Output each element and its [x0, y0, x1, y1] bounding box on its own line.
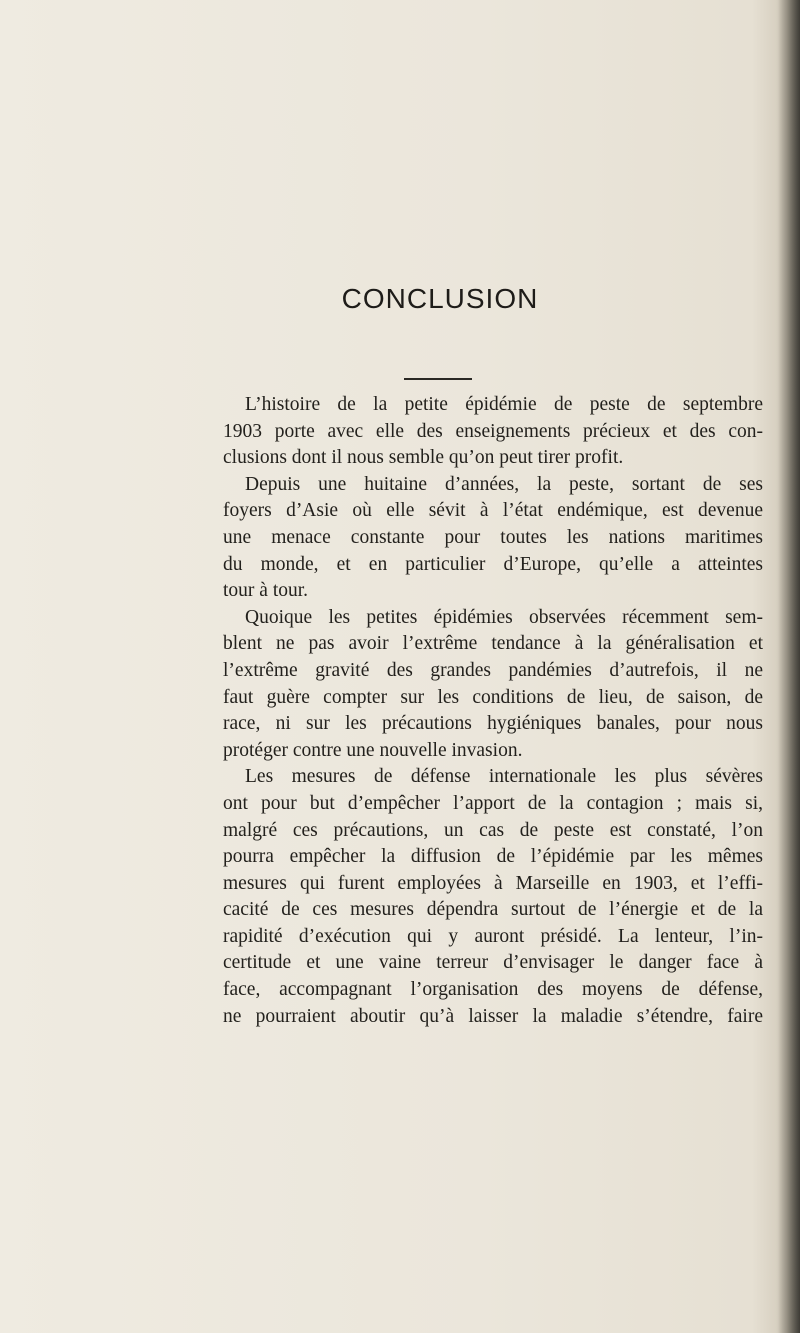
text-line-7: du monde, et en particulier d’Europe, qu’elle a atteintes [223, 553, 763, 575]
page-edge-shadow [778, 0, 800, 1333]
text-line-11: l’extrême gravité des grandes pandémies d’autrefois, il ne [223, 659, 763, 681]
text-line-20: cacité de ces mesures dépendra surtout de l’énergie et de la [223, 899, 763, 921]
text-line-23: face, accompagnant l’organisation des moyens de défense, [223, 979, 763, 1001]
text-line-2: 1903 porte avec elle des enseignements précieux et des con- [223, 420, 763, 442]
text-line-6: une menace constante pour toutes les nations maritimes [223, 526, 763, 548]
title-rule [404, 378, 472, 380]
text-line-4: Depuis une huitaine d’années, la peste, sortant de ses [245, 473, 763, 495]
chapter-title-wrap [0, 283, 800, 315]
text-line-10: blent ne pas avoir l’extrême tendance à la généralisation et [223, 633, 763, 655]
chapter-title: CONCLUSION [341, 283, 539, 314]
text-line-19: mesures qui furent employées à Marseille en 1903, et l’effi- [223, 872, 763, 894]
text-line-12: faut guère compter sur les conditions de lieu, de saison, de [223, 686, 763, 708]
text-line-9: Quoique les petites épidémies observées récemment sem- [245, 606, 763, 628]
text-line-3: clusions dont il nous semble qu’on peut tirer profit. [223, 447, 624, 469]
body-text [223, 392, 763, 1030]
text-line-8: tour à tour. [223, 580, 309, 602]
text-line-16: ont pour but d’empêcher l’apport de la contagion ; mais si, [223, 792, 763, 814]
text-line-5: foyers d’Asie où elle sévit à l’état endémique, est devenue [223, 500, 763, 522]
text-line-1: L’histoire de la petite épidémie de peste de septembre [245, 394, 763, 415]
text-line-14: protéger contre une nouvelle invasion. [223, 739, 523, 761]
text-line-22: certitude et une vaine terreur d’envisager le danger face à [223, 952, 763, 974]
text-line-24: ne pourraient aboutir qu’à laisser la maladie s’étendre, faire [223, 1005, 763, 1027]
text-line-13: race, ni sur les précautions hygiéniques banales, pour nous [223, 713, 763, 735]
text-line-17: malgré ces précautions, un cas de peste est constaté, l’on [223, 819, 763, 841]
text-line-18: pourra empêcher la diffusion de l’épidémie par les mêmes [223, 846, 763, 868]
text-line-15: Les mesures de défense internationale les plus sévères [245, 766, 763, 788]
text-line-21: rapidité d’exécution qui y auront présidé. La lenteur, l’in- [223, 925, 763, 947]
